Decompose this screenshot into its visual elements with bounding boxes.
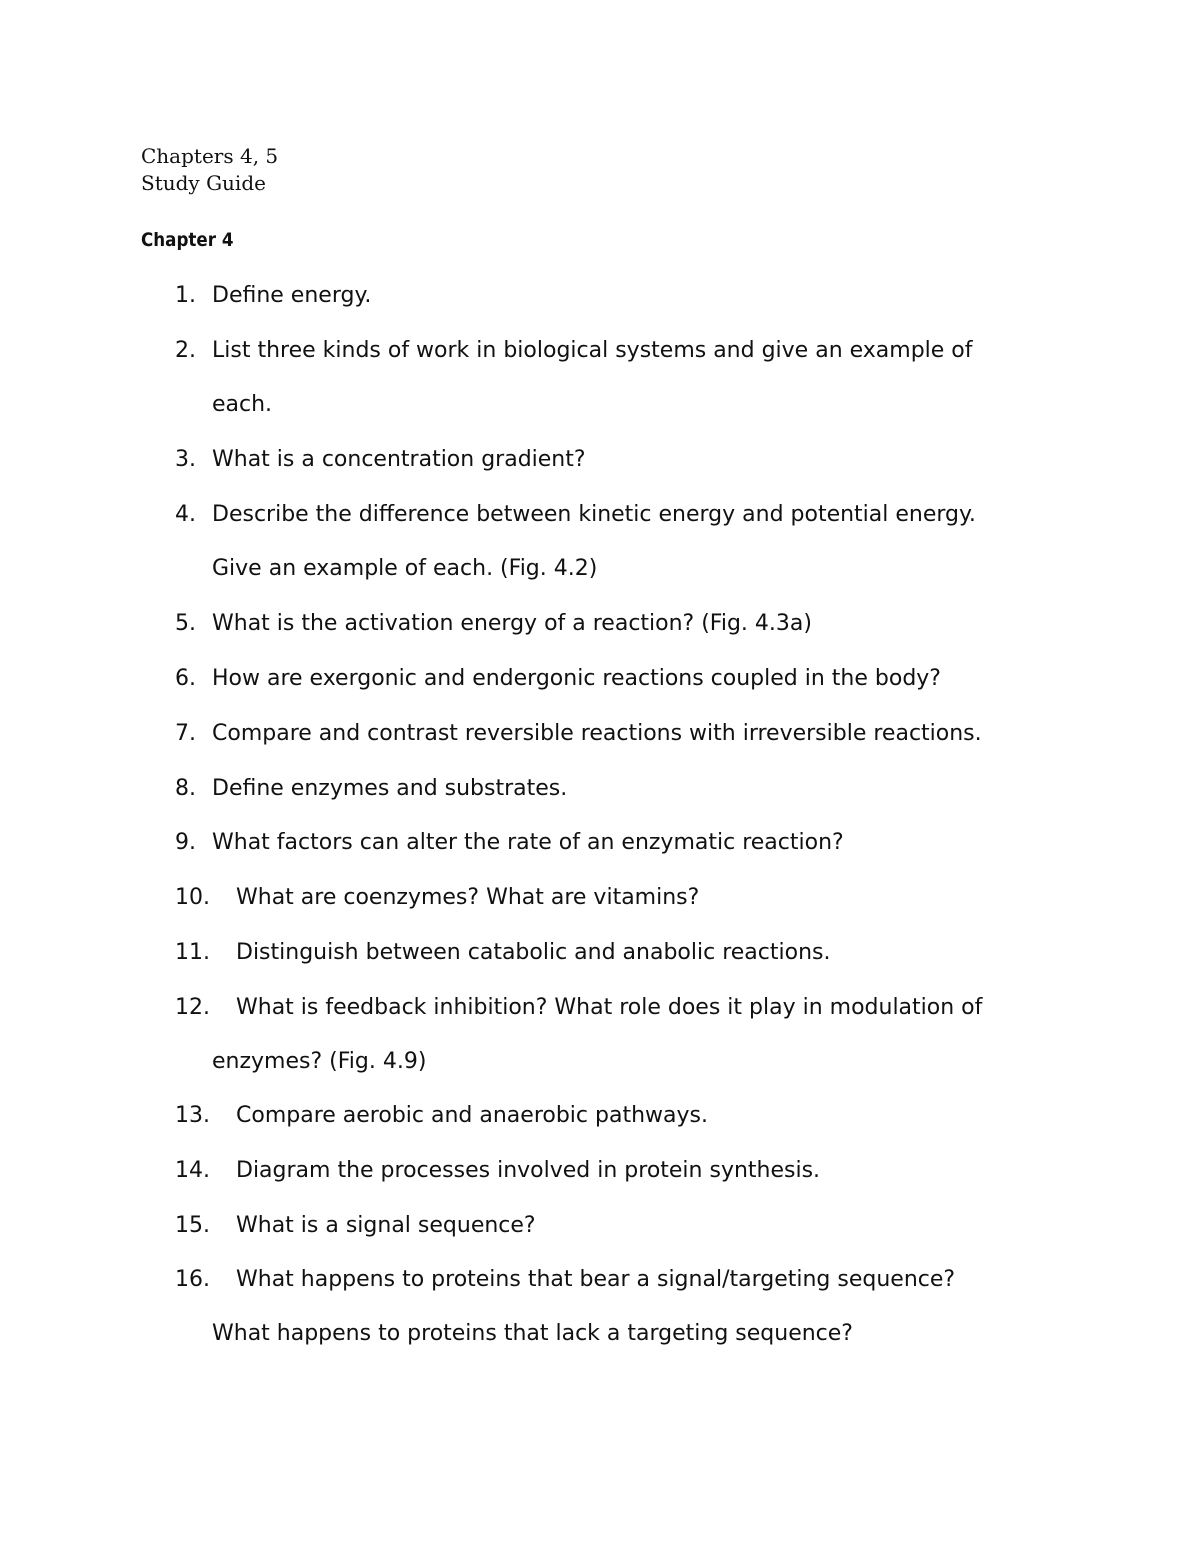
- question-number: 16.: [175, 1267, 210, 1292]
- question-text: Diagram the processes involved in protein synthesis.: [236, 1158, 821, 1183]
- question-text-continuation: Give an example of each. (Fig. 4.2): [212, 556, 598, 581]
- question-text: What factors can alter the rate of an enzymatic reaction?: [212, 830, 844, 855]
- header-title-line: Chapters 4, 5: [141, 144, 279, 168]
- question-number: 1.: [175, 283, 196, 308]
- question-text: What is feedback inhibition? What role does it play in modulation of: [236, 995, 983, 1020]
- question-number: 5.: [175, 611, 196, 636]
- question-number: 14.: [175, 1158, 210, 1183]
- question-text: What happens to proteins that bear a signal/targeting sequence?: [236, 1267, 956, 1292]
- question-number: 13.: [175, 1103, 210, 1128]
- question-text: What are coenzymes? What are vitamins?: [236, 885, 700, 910]
- question-number: 6.: [175, 666, 196, 691]
- question-number: 3.: [175, 447, 196, 472]
- question-text-continuation: each.: [212, 392, 273, 417]
- question-text: Define enzymes and substrates.: [212, 776, 568, 801]
- question-text: Describe the difference between kinetic energy and potential energy.: [212, 502, 976, 527]
- question-text: What is a concentration gradient?: [212, 447, 586, 472]
- question-number: 7.: [175, 721, 196, 746]
- question-number: 8.: [175, 776, 196, 801]
- question-text-continuation: enzymes? (Fig. 4.9): [212, 1049, 427, 1074]
- question-text: What is a signal sequence?: [236, 1213, 536, 1238]
- question-text: How are exergonic and endergonic reactions coupled in the body?: [212, 666, 941, 691]
- question-text: Compare aerobic and anaerobic pathways.: [236, 1103, 708, 1128]
- question-text: What is the activation energy of a reaction? (Fig. 4.3a): [212, 611, 812, 636]
- question-number: 2.: [175, 338, 196, 363]
- question-text: Define energy.: [212, 283, 372, 308]
- question-number: 12.: [175, 995, 210, 1020]
- question-number: 4.: [175, 502, 196, 527]
- question-number: 10.: [175, 885, 210, 910]
- question-number: 15.: [175, 1213, 210, 1238]
- question-number: 11.: [175, 940, 210, 965]
- question-number: 9.: [175, 830, 196, 855]
- chapter-heading: Chapter 4: [141, 229, 234, 251]
- question-text: List three kinds of work in biological systems and give an example of: [212, 338, 973, 363]
- question-text: Distinguish between catabolic and anabolic reactions.: [236, 940, 831, 965]
- question-text-continuation: What happens to proteins that lack a targeting sequence?: [212, 1321, 853, 1346]
- question-text: Compare and contrast reversible reactions with irreversible reactions.: [212, 721, 982, 746]
- header-subtitle-line: Study Guide: [141, 171, 266, 195]
